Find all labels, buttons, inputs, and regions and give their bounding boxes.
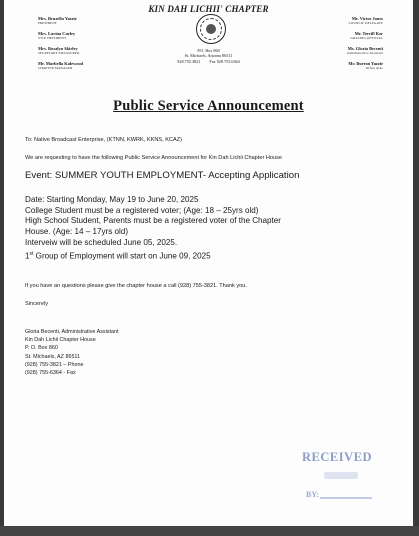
stamp-date-smudge <box>324 472 358 479</box>
received-by-label: BY: <box>306 490 320 499</box>
group-start-line <box>25 249 395 262</box>
received-stamp-text: RECEIVED <box>302 450 372 464</box>
officer-name: Mr. Marbella Kalewood <box>38 61 84 66</box>
officer-title: CHAPTER MANAGER <box>38 66 73 70</box>
page-shadow <box>0 526 419 536</box>
group-number: 1 <box>25 251 30 261</box>
officer <box>347 61 383 70</box>
event-details <box>25 195 395 262</box>
address-fax: Fax 928.755.6364 <box>209 58 240 64</box>
officer-name: Mr. Burron Yazzie <box>348 61 383 66</box>
officer-title: Office Aide <box>365 66 383 70</box>
officer-name: Mrs. Lavina Curley <box>38 31 76 36</box>
group-text: Group of Employment will start on June 09, 2025 <box>33 251 211 261</box>
signature-line: (928) 755-3821 – Phone <box>25 361 84 368</box>
document-title: Public Service Announcement <box>113 98 304 114</box>
officer <box>347 46 383 55</box>
detail-line: Interveiw will be scheduled June 05, 2025. <box>25 237 178 247</box>
officer-title: VICE PRESIDENT <box>38 36 67 40</box>
letter-page <box>4 0 413 526</box>
officer-title: SECRETARY/TREASURER <box>38 51 80 55</box>
address-phone: 928.755.3821 <box>177 58 201 64</box>
detail-line: House. (Age: 14 – 17yrs old) <box>25 227 129 237</box>
received-stamp <box>302 450 392 504</box>
detail-line: Date: Starting Monday, May 19 to June 20, 2025 <box>25 195 199 204</box>
signature-line: (928) 755-6364 - Fax <box>25 370 76 377</box>
detail-line: High School Student, Parents must be a registered voter of the Chapter <box>25 216 281 226</box>
recipient-line: To: Native Broadcast Enterprise, (KTNN, KWRK, KKNS, KCAZ) <box>25 137 182 143</box>
officer-name: Mrs. Rosalyn Skirley <box>38 46 78 51</box>
officer-name: Mr. Victor Jones <box>351 16 383 21</box>
group-ordinal: st <box>29 250 34 257</box>
chapter-seal-icon <box>196 14 226 44</box>
officer <box>347 31 383 40</box>
signature-line: Kin Dah Lichii Chapter House <box>25 337 96 344</box>
officer-title: COUNCIL DELEGATE <box>348 21 383 25</box>
officer-name: Mr. Terrill Ker <box>354 31 383 36</box>
detail-line: College Student must be a registered voter; (Age: 18 – 25yrs old) <box>25 205 259 215</box>
officers-right <box>347 16 383 76</box>
request-line: We are requesting to have the following Public Service Announcement for Kin Dah Lichii Chapter House <box>25 155 283 161</box>
signature-line: St. Michaels, AZ 86511 <box>25 353 81 360</box>
address-po-box: P.O. Box 860 <box>197 48 220 53</box>
officer-name: Mrs. Bruzella Yazzie <box>38 16 77 21</box>
officer-name: Ms. Gloria Becenti <box>347 46 383 51</box>
chapter-name: KIN DAH LICHII' CHAPTER <box>148 4 269 14</box>
contact-line: If you have an questions please give the chapter house a call (928) 755-3821. Thank you. <box>25 283 247 289</box>
officer <box>38 16 83 25</box>
closing: Sincerely <box>25 301 49 307</box>
address-city: St. Michaels, Arizona 86511 <box>184 53 233 59</box>
officer-title: PRESIDENT <box>38 21 57 25</box>
officer-title: GRAZING OFFICIAL <box>350 36 383 40</box>
event-line: Event: SUMMER YOUTH EMPLOYMENT- Accepting Application <box>25 170 300 181</box>
officer-title: Administrative Assistant <box>346 51 383 55</box>
signature-line: Gloria Becenti, Administrative Assistant <box>25 329 119 335</box>
officer <box>38 31 83 40</box>
officers-left <box>38 16 83 76</box>
received-by-line <box>320 497 372 499</box>
signature-line: P. O. Box 860 <box>25 345 58 352</box>
officer <box>347 16 383 25</box>
signature-block <box>25 328 118 377</box>
